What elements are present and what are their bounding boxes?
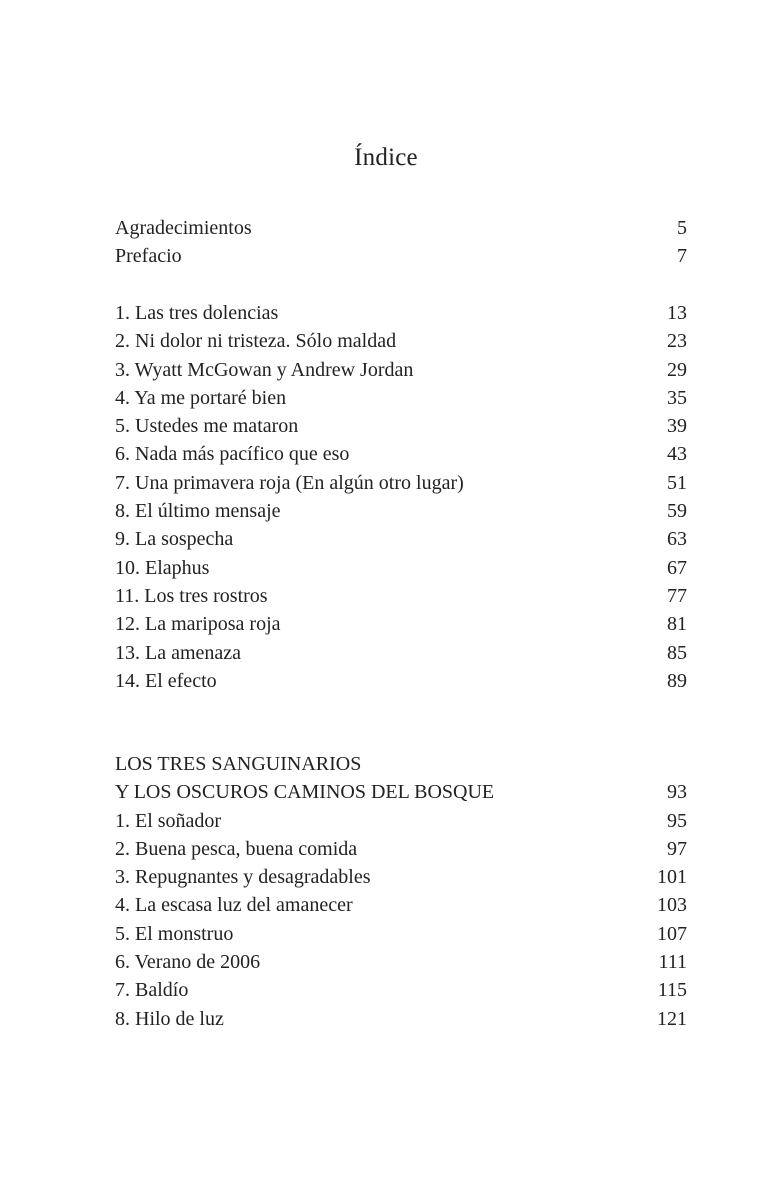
toc-entry-page: 43	[667, 443, 687, 466]
toc-entry[interactable]	[115, 356, 687, 384]
toc-entry-page: 101	[657, 866, 687, 889]
toc-entry[interactable]	[115, 948, 687, 976]
toc-entry[interactable]	[115, 582, 687, 610]
toc-entry-label: 12. La mariposa roja	[115, 613, 281, 636]
toc-entry-page: 51	[667, 471, 687, 494]
page-title: Índice	[354, 144, 418, 171]
toc-entry-label: 3. Repugnantes y desagradables	[115, 866, 371, 889]
toc-entry[interactable]	[115, 214, 687, 242]
second-part-list	[115, 750, 687, 1033]
toc-entry-label: 2. Buena pesca, buena comida	[115, 837, 358, 860]
toc-entry[interactable]	[115, 327, 687, 355]
toc-entry[interactable]	[115, 610, 687, 638]
toc-entry[interactable]	[115, 412, 687, 440]
toc-entry-page: 93	[667, 781, 687, 804]
toc-entry-label: Agradecimientos	[115, 217, 252, 239]
toc-entry[interactable]	[115, 242, 687, 270]
toc-entry-label: 14. El efecto	[115, 669, 217, 692]
toc-entry-page: 39	[667, 415, 687, 438]
toc-entry-label: 2. Ni dolor ni tristeza. Sólo maldad	[115, 330, 397, 353]
toc-entry-label: 1. El soñador	[115, 809, 222, 832]
toc-entry[interactable]	[115, 639, 687, 667]
toc-entry-page: 97	[667, 837, 687, 860]
toc-entry-page: 23	[667, 330, 687, 353]
front-matter-list	[115, 214, 687, 271]
toc-entry-page: 77	[667, 584, 687, 607]
toc-entry-label: 10. Elaphus	[115, 556, 210, 579]
toc-entry-page: 59	[667, 500, 687, 523]
toc-entry-label: 7. Baldío	[115, 979, 189, 1002]
part-heading-entry[interactable]	[115, 778, 687, 806]
toc-entry-page: 95	[667, 809, 687, 832]
toc-entry-page: 13	[667, 302, 687, 324]
toc-entry-label: Prefacio	[115, 245, 182, 268]
toc-entry[interactable]	[115, 667, 687, 695]
toc-entry-page: 63	[667, 528, 687, 551]
toc-entry[interactable]	[115, 807, 687, 835]
toc-entry[interactable]	[115, 384, 687, 412]
toc-entry[interactable]	[115, 554, 687, 582]
toc-entry[interactable]	[115, 469, 687, 497]
toc-entry-label: 8. Hilo de luz	[115, 1007, 224, 1030]
toc-entry-label: 5. El monstruo	[115, 922, 234, 945]
toc-entry-page: 67	[667, 556, 687, 579]
toc-entry-page: 29	[667, 358, 687, 381]
toc-entry-page: 111	[658, 951, 687, 974]
toc-entry-page: 5	[677, 217, 687, 239]
toc-entry[interactable]	[115, 976, 687, 1004]
toc-entry[interactable]	[115, 497, 687, 525]
part-heading-line-2: Y LOS OSCUROS CAMINOS DEL BOSQUE	[115, 781, 495, 804]
toc-entry-label: 8. El último mensaje	[115, 500, 281, 523]
toc-entry-label: 9. La sospecha	[115, 528, 234, 551]
toc-entry-label: 11. Los tres rostros	[115, 584, 268, 607]
toc-entry[interactable]	[115, 891, 687, 919]
toc-entry-page: 35	[667, 386, 687, 409]
toc-entry-page: 89	[667, 669, 687, 692]
toc-entry-page: 81	[667, 613, 687, 636]
toc-entry[interactable]	[115, 299, 687, 327]
toc-entry[interactable]	[115, 920, 687, 948]
part-heading-line-1: LOS TRES SANGUINARIOS	[115, 753, 362, 775]
toc-entry-label: 4. Ya me portaré bien	[115, 386, 287, 409]
toc-entry-page: 107	[657, 922, 687, 945]
toc-entry[interactable]	[115, 1005, 687, 1033]
toc-entry-page: 121	[657, 1007, 687, 1030]
toc-entry-page: 85	[667, 641, 687, 664]
toc-entry-label: 6. Nada más pacífico que eso	[115, 443, 350, 466]
toc-entry-label: 5. Ustedes me mataron	[115, 415, 299, 438]
toc-entry[interactable]	[115, 525, 687, 553]
toc-entry[interactable]	[115, 440, 687, 468]
toc-entry-label: 7. Una primavera roja (En algún otro lugar)	[115, 471, 464, 494]
toc-entry[interactable]	[115, 835, 687, 863]
chapters-list	[115, 299, 687, 695]
toc-entry-page: 103	[657, 894, 687, 917]
toc-entry-label: 3. Wyatt McGowan y Andrew Jordan	[115, 358, 414, 381]
toc-entry-page: 7	[677, 245, 687, 268]
toc-entry-page: 115	[657, 979, 687, 1002]
toc-entry[interactable]	[115, 863, 687, 891]
toc-entry-label: 1. Las tres dolencias	[115, 302, 279, 324]
toc-entry-label: 13. La amenaza	[115, 641, 242, 664]
toc-entry-label: 6. Verano de 2006	[115, 951, 261, 974]
toc-entry-label: 4. La escasa luz del amanecer	[115, 894, 353, 917]
